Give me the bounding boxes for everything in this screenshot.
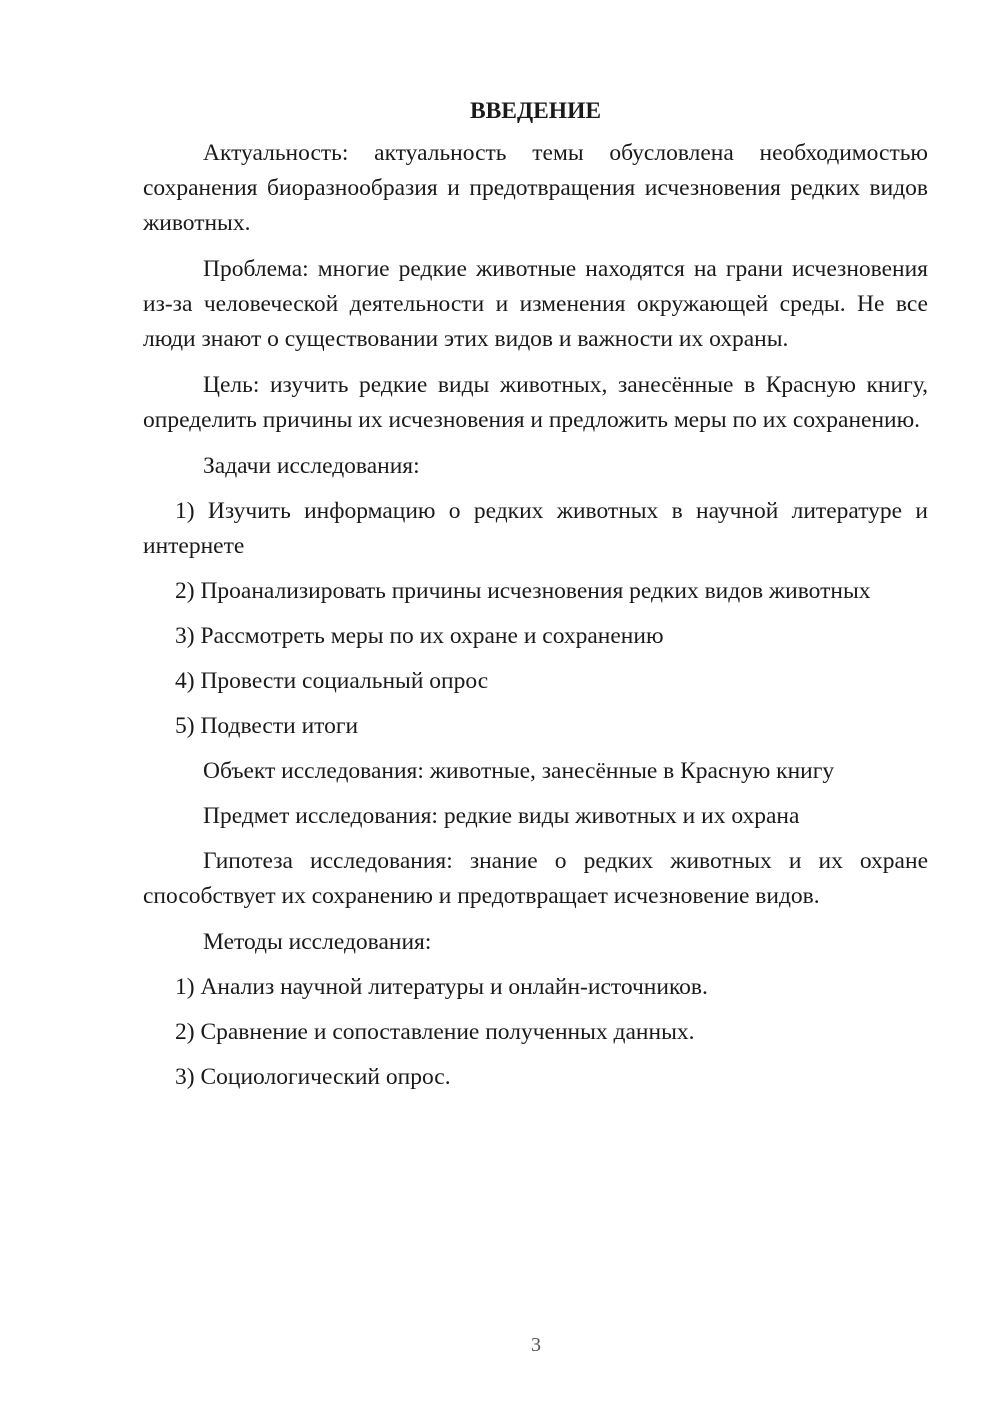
page-number: 3 (531, 1334, 541, 1356)
method-item: 1) Анализ научной литературы и онлайн-источников. (175, 974, 708, 1000)
page-content (143, 96, 928, 1105)
task-item: 4) Провести социальный опрос (175, 668, 489, 694)
task-item: 3) Рассмотреть меры по их охране и сохранению (175, 623, 664, 649)
method-item: 2) Сравнение и сопоставление полученных данных. (175, 1019, 695, 1045)
problem-paragraph: Проблема: многие редкие животные находятся на грани исчезновения из-за человеческой деятельности и изменения окружающей среды. Не все люди знают о существовании этих видов и важности их охраны. (143, 256, 928, 352)
relevance-paragraph: Актуальность: актуальность темы обусловлена необходимостью сохранения биоразнообразия и предотвращения исчезновения редких видов животных. (143, 140, 928, 236)
hypothesis-paragraph: Гипотеза исследования: знание о редких животных и их охране способствует их сохранению и предотвращает исчезновение видов. (143, 848, 928, 909)
method-item: 3) Социологический опрос. (175, 1064, 451, 1090)
task-item: 5) Подвести итоги (175, 713, 359, 739)
goal-paragraph: Цель: изучить редкие виды животных, занесённые в Красную книгу, определить причины их исчезновения и предложить меры по их сохранению. (143, 372, 928, 433)
task-item: 1) Изучить информацию о редких животных в научной литературе и интернете (143, 498, 928, 559)
subject-line: Предмет исследования: редкие виды животных и их охрана (203, 803, 800, 829)
task-item: 2) Проанализировать причины исчезновения редких видов животных (175, 578, 871, 604)
object-line: Объект исследования: животные, занесённые в Красную книгу (203, 758, 835, 784)
tasks-heading: Задачи исследования: (203, 453, 420, 479)
section-title: ВВЕДЕНИЕ (469, 98, 602, 124)
methods-heading: Методы исследования: (203, 929, 432, 955)
